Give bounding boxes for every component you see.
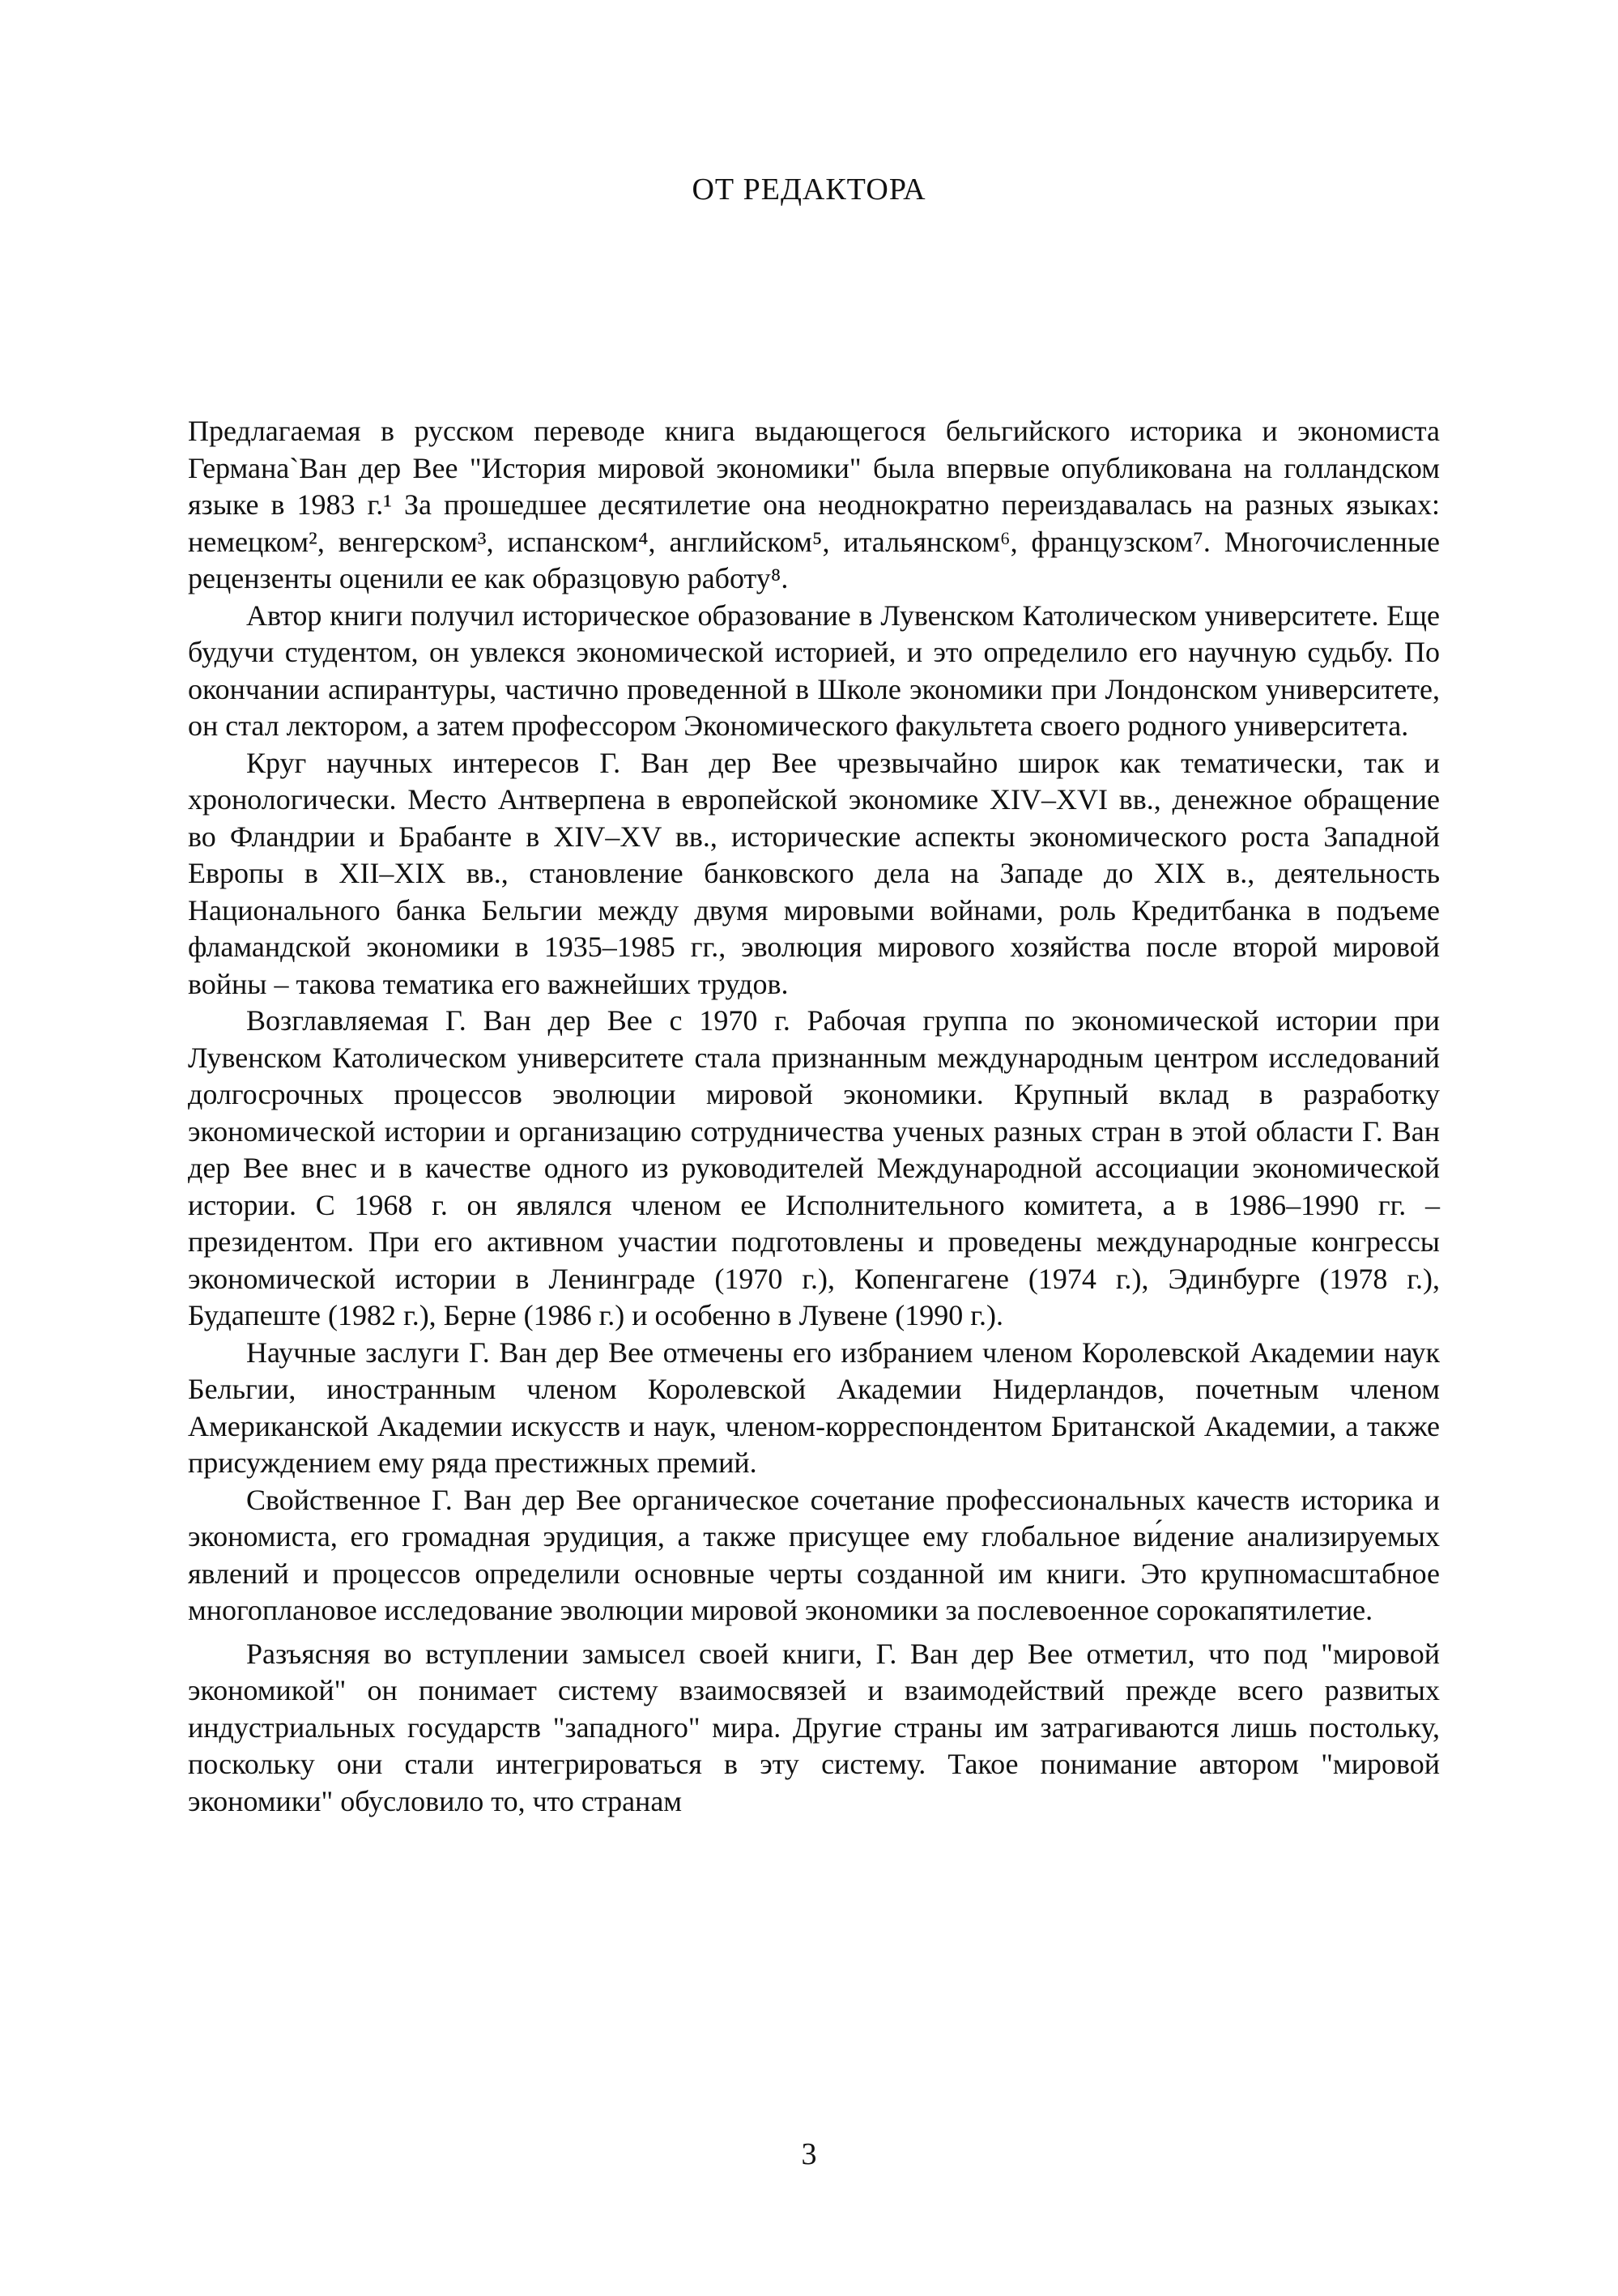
page-title: ОТ РЕДАКТОРА: [692, 173, 926, 207]
paragraph-6: Свойственное Г. Ван дер Вее органическое сочетание профессиональных качеств историка и экономиста, его громадная эрудиция, а также присущее ему глобальное ви́дение анализируемых явлений и процессов определили основные черты созданной им книги. Это крупномасштабное многоплановое исследование эволюции мировой экономики за послевоенное сорокапятилетие.: [188, 1483, 1440, 1626]
paragraph-3: Круг научных интересов Г. Ван дер Вее чрезвычайно широк как тематически, так и хронологически. Место Антверпена в европейской экономике XIV–XVI вв., денежное обращение во Фландрии и Брабанте в XIV–XV вв., исторические аспекты экономического роста Западной Европы в XII–XIX вв., становление банковского дела на Западе до XIX в., деятельность Национального банка Бельгии между двумя мировыми войнами, роль Кредитбанка в подъеме фламандской экономики в 1935–1985 гг., эволюция мирового хозяйства после второй мировой войны – такова тематика его важнейших трудов.: [188, 746, 1440, 1000]
paragraph-5: Научные заслуги Г. Ван дер Вее отмечены его избранием членом Королевской Академии наук Бельгии, иностранным членом Королевской Академии Нидерландов, почетным членом Американской Академии искусств и наук, членом-корреспондентом Британской Академии, а также присуждением ему ряда престижных премий.: [188, 1335, 1440, 1479]
page-number: 3: [801, 2137, 817, 2171]
paragraph-7: Разъясняя во вступлении замысел своей книги, Г. Ван дер Вее отметил, что под "мировой экономикой" он понимает систему взаимосвязей и взаимодействий прежде всего развитых индустриальных государств "западного" мира. Другие страны им затрагиваются лишь постольку, поскольку они стали интегрироваться в эту систему. Такое понимание автором "мировой экономики" обусловило то, что странам: [188, 1637, 1440, 1817]
paragraph-4: Возглавляемая Г. Ван дер Вее с 1970 г. Рабочая группа по экономической истории при Лувенском Католическом университете стала признанным международным центром исследований долгосрочных процессов эволюции мировой экономики. Крупный вклад в разработку экономической истории и организацию сотрудничества ученых разных стран в этой области Г. Ван дер Вее внес и в качестве одного из руководителей Международной ассоциации экономической истории. С 1968 г. он являлся членом ее Исполнительного комитета, а в 1986–1990 гг. – президентом. При его активном участии подготовлены и проведены международные конгрессы экономической истории в Ленинграде (1970 г.), Копенгагене (1974 г.), Эдинбурге (1978 г.), Будапеште (1982 г.), Берне (1986 г.) и особенно в Лувене (1990 г.).: [188, 1004, 1440, 1331]
paragraph-2: Автор книги получил историческое образование в Лувенском Католическом университете. Еще будучи студентом, он увлекся экономической историей, и это определило его научную судьбу. По окончании аспирантуры, частично проведенной в Школе экономики при Лондонском университете, он стал лектором, а затем профессором Экономического факультета своего родного университета.: [188, 598, 1440, 742]
paragraph-1: Предлагаемая в русском переводе книга выдающегося бельгийского историка и экономиста Германа`Ван дер Вее "История мировой экономики" была впервые опубликована на голландском языке в 1983 г.¹ За прошедшее десятилетие она неоднократно переиздавалась на разных языках: немецком², венгерском³, испанском⁴, английском⁵, итальянском⁶, французском⁷. Многочисленные рецензенты оценили ее как образцовую работу⁸.: [188, 415, 1440, 594]
body-text: [188, 413, 1440, 1820]
